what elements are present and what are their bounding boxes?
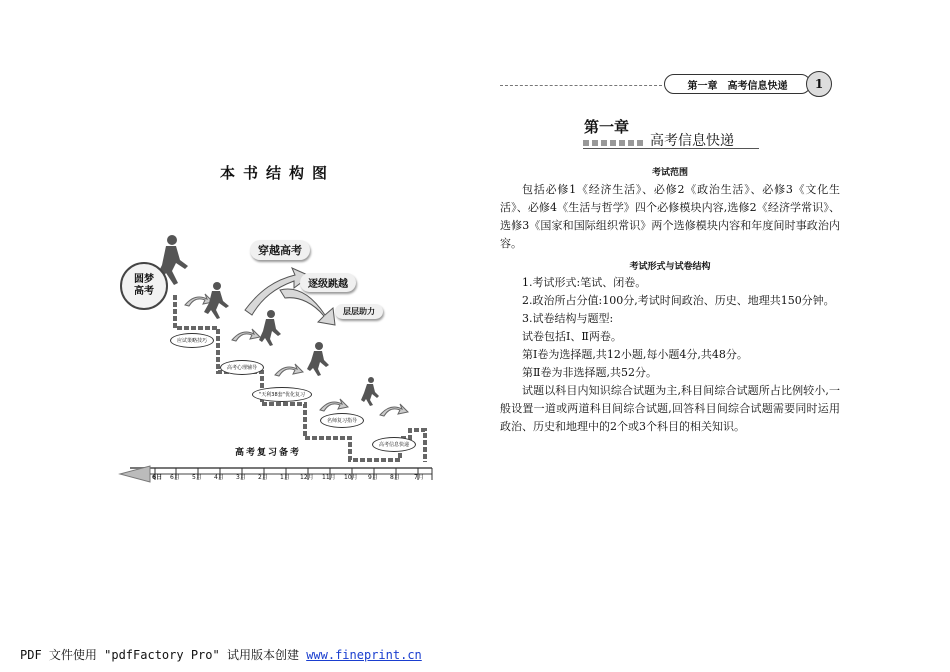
chapter-decor-bar	[583, 140, 645, 146]
step-optimized-review: "天利38套"优化复习	[252, 387, 312, 402]
dream-circle-badge	[120, 262, 168, 310]
step-exam-news: 高考信息快递	[372, 437, 416, 452]
month-label: 5月	[192, 474, 202, 481]
header-chapter-title: 高考信息快递	[727, 80, 788, 92]
month-label: 8月	[390, 474, 400, 481]
month-label: 11月	[322, 474, 336, 481]
tag-leap-levels: 逐级跳越	[300, 273, 356, 292]
footer-text: PDF 文件使用 "pdfFactory Pro" 试用版本创建	[20, 648, 299, 662]
scope-paragraph: 包括必修1《经济生活》、必修2《政治生活》、必修3《文化生活》、必修4《生活与哲学》四个必修模块内容,选修2《经济学常识》、选修3《国家和国际组织常识》两个选修模块内容和年度间时事政治内容。	[500, 183, 840, 250]
month-label: 12月	[300, 474, 314, 481]
tag-layer-help: 层层助力	[335, 304, 383, 319]
format-line: 第Ⅱ卷为非选择题,共52分。	[522, 366, 657, 379]
format-line: 3.试卷结构与题型:	[522, 312, 614, 325]
month-label: 1月	[280, 474, 290, 481]
tag-cross-exam: 穿越高考	[250, 240, 310, 260]
footer-link[interactable]: www.fineprint.cn	[306, 648, 422, 662]
month-label: 6月	[170, 474, 180, 481]
section-heading-scope: 考试范围	[651, 168, 688, 178]
month-label: 2月	[258, 474, 268, 481]
section-heading-format: 考试形式与试卷结构	[629, 262, 711, 272]
format-line: 第Ⅰ卷为选择题,共12小题,每小题4分,共48分。	[522, 348, 748, 361]
format-line: 试卷包括Ⅰ、Ⅱ两卷。	[522, 330, 622, 343]
circle-label-line1: 圆梦	[134, 274, 154, 285]
chapter-title: 高考信息快递	[650, 133, 734, 149]
month-label: 10月	[344, 474, 358, 481]
month-label: 3月	[236, 474, 246, 481]
format-line: 1.考试形式:笔试、闭卷。	[522, 276, 647, 289]
format-line: 2.政治所占分值:100分,考试时间政治、历史、地理共150分钟。	[522, 294, 835, 307]
header-dashed-line	[500, 85, 662, 86]
month-label: 7月	[414, 474, 424, 481]
step-exam-strategy: 应试策略技巧	[170, 333, 214, 348]
pdf-footer	[20, 646, 422, 663]
page-number: 1	[806, 71, 832, 97]
month-label: 4月	[214, 474, 224, 481]
step-psych-guidance: 高考心理辅导	[220, 360, 264, 375]
chapter-underline	[583, 148, 759, 149]
step-teacher-guidance: 名师复习指导	[320, 413, 364, 428]
integration-paragraph: 试题以科目内知识综合试题为主,科目间综合试题所占比例较小,一般设置一道或两道科目间综合试题,回答科目间综合试题需要同时运用政治、历史和地理中的2个或3个科目的相关知识。	[500, 384, 840, 433]
header-chapter: 第一章	[687, 80, 718, 92]
timeline-title: 高考复习备考	[235, 448, 302, 458]
month-label: 6日	[152, 474, 163, 481]
month-label: 9月	[368, 474, 378, 481]
running-header	[664, 74, 811, 94]
structure-diagram-title: 本书结构图	[220, 164, 336, 182]
circle-label-line2: 高考	[134, 286, 154, 297]
chapter-number: 第一章	[584, 118, 630, 136]
